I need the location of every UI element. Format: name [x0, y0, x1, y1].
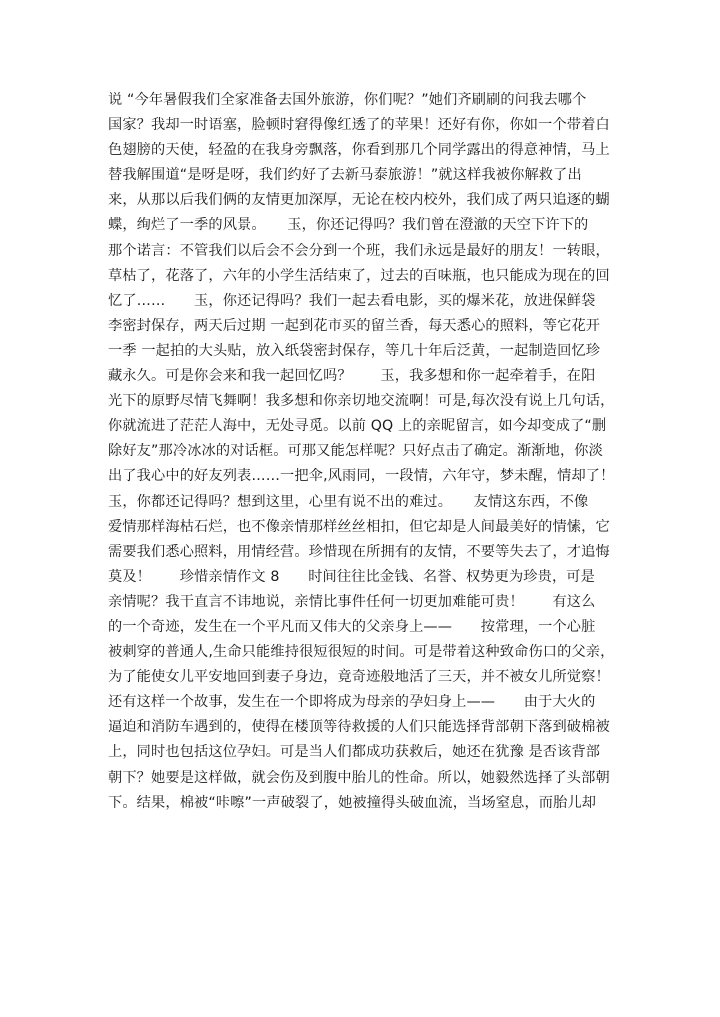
- text-line: 蝶，绚烂了一季的风景。 玉，你还记得吗？我们曾在澄澈的天空下许下的: [108, 217, 589, 234]
- text-line: 的一个奇迹，发生在一个平凡而又伟大的父亲身上—— 按常理，一个心脏: [108, 618, 596, 635]
- text-line: 你就流进了茫茫人海中，无处寻觅。以前 QQ 上的亲昵留言，如今却变成了“删: [108, 418, 607, 435]
- text-line: 上，同时也包括这位孕妇。可是当人们都成功获救后，她还在犹豫 是否该背部: [108, 744, 601, 761]
- text-line: 莫及！ 珍惜亲情作文 8 时间往往比金钱、名誉、权势更为珍贵，可是: [108, 568, 595, 585]
- text-line: 朝下？她要是这样做，就会伤及到腹中胎儿的性命。所以，她毅然选择了头部朝: [108, 769, 610, 786]
- text-line: 逼迫和消防车遇到的，使得在楼顶等待救援的人们只能选择背部朝下落到破棉被: [108, 719, 610, 736]
- text-line: 玉，你都还记得吗？想到这里，心里有说不出的难过。 友情这东西，不像: [108, 493, 589, 510]
- text-line: 下。结果，棉被“咔嚓”一声破裂了，她被撞得头破血流，当场窒息，而胎儿却: [108, 794, 597, 811]
- text-line: 藏永久。可是你会来和我一起回忆吗？ 玉，我多想和你一起牵着手，在阳: [108, 368, 596, 385]
- text-line: 李密封保存，两天后过期 一起到花市买的留兰香，每天悉心的照料，等它花开: [108, 317, 601, 334]
- text-line: 出了我心中的好友列表……一把伞,风雨同，一段情，六年守，梦未醒，情却了！: [108, 468, 615, 485]
- text-line: 忆了…… 玉，你还记得吗？我们一起去看电影，买的爆米花，放进保鲜袋: [108, 292, 596, 309]
- text-line: 那个诺言：不管我们以后会不会分到一个班，我们永远是最好的朋友！一转眼，: [108, 242, 610, 259]
- text-line: 光下的原野尽情飞舞啊！我多想和你亲切地交流啊！可是,每次没有说上几句话，: [108, 393, 615, 410]
- text-line: 被刺穿的普通人,生命只能维持很短很短的时间。可是带着这种致命伤口的父亲，: [108, 644, 615, 661]
- text-line: 还有这样一个故事，发生在一个即将成为母亲的孕妇身上—— 由于大火的: [108, 694, 596, 711]
- text-line: 国家？我却一时语塞，脸顿时窘得像红透了的苹果！还好有你，你如一个带着白: [108, 117, 610, 134]
- text-line: 替我解围道“是呀是呀，我们约好了去新马泰旅游！”就这样我被你解救了出: [108, 167, 582, 184]
- text-line: 爱情那样海枯石烂，也不像亲情那样丝丝相扣，但它却是人间最美好的情愫，它: [108, 518, 610, 535]
- text-line: 需要我们悉心照料，用情经营。珍惜现在所拥有的友情，不要等失去了，才追悔: [108, 543, 610, 560]
- text-line: 为了能使女儿平安地回到妻子身边，竟奇迹般地活了三天，并不被女儿所觉察！: [108, 669, 610, 686]
- text-line: 草枯了，花落了，六年的小学生活结束了，过去的百味瓶，也只能成为现在的回: [108, 267, 610, 284]
- text-line: 来，从那以后我们俩的友情更加深厚，无论在校内校外，我们成了两只追逐的蝴: [108, 192, 610, 209]
- text-line: 除好友”那冷冰冰的对话框。可那又能怎样呢？只好点击了确定。渐渐地，你淡: [108, 443, 603, 460]
- text-line: 亲情呢？我干直言不讳地说，亲情比事件任何一切更加难能可贵！ 有这么: [108, 593, 596, 610]
- text-line: 色翅膀的天使，轻盈的在我身旁飘落，你看到那几个同学露出的得意神情，马上: [108, 142, 610, 159]
- text-line: 一季 一起拍的大头贴，放入纸袋密封保存，等几十年后泛黄，一起制造回忆珍: [108, 342, 601, 359]
- body-text: [108, 88, 628, 816]
- text-line: 说 “今年暑假我们全家准备去国外旅游，你们呢？”她们齐刷刷的问我去哪个: [108, 92, 587, 108]
